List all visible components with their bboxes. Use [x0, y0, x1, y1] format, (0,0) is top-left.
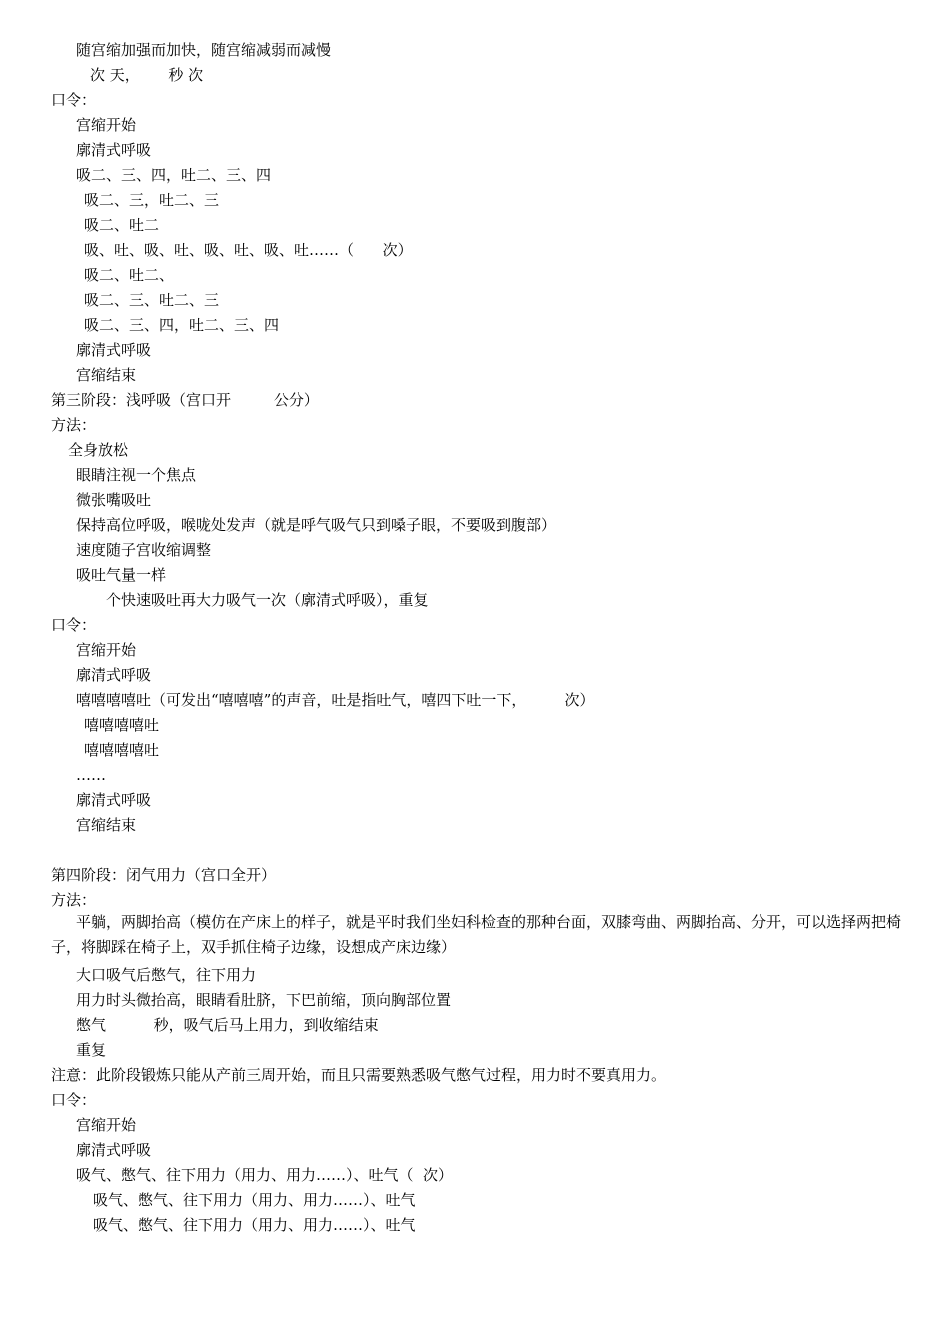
text-line: 吸二、吐二、 [84, 266, 175, 284]
section-heading: 第四阶段：闭气用力（宫口全开） [51, 866, 277, 884]
section-heading: 第三阶段：浅呼吸（宫口开 公分） [51, 391, 319, 409]
text-line: 廓清式呼吸 [76, 341, 152, 359]
text-line: 吸二、三，吐二、三 [84, 191, 220, 209]
text-line: 用力时头微抬高，眼睛看肚脐，下巴前缩，顶向胸部位置 [76, 991, 452, 1009]
text-line: 全身放松 [68, 441, 129, 459]
method-heading: 方法： [51, 416, 97, 434]
text-line: 吸气、憋气、往下用力（用力、用力……）、吐气 [93, 1191, 416, 1209]
text-line: 宫缩开始 [76, 1116, 137, 1134]
text-line: 廓清式呼吸 [76, 141, 152, 159]
command-heading: 口令： [51, 1091, 97, 1109]
command-heading: 口令： [51, 616, 97, 634]
text-line: 保持高位呼吸，喉咙处发声（就是呼气吸气只到嗓子眼，不要吸到腹部） [76, 516, 557, 534]
text-line: 吸二、三、吐二、三 [84, 291, 220, 309]
text-line: 吸气、憋气、往下用力（用力、用力……）、吐气 [93, 1216, 416, 1234]
text-line: 嘻嘻嘻嘻吐 [84, 716, 160, 734]
text-paragraph: 平躺，两脚抬高（模仿在产床上的样子，就是平时我们坐妇科检查的那种台面，双膝弯曲、两脚抬高、分开，可以选择两把椅子，将脚踩在椅子上，双手抓住椅子边缘，设想成产床边缘） [51, 913, 902, 956]
text-line: 吸二、吐二 [84, 216, 160, 234]
note-line: 注意：此阶段锻炼只能从产前三周开始，而且只需要熟悉吸气憋气过程，用力时不要真用力。 [51, 1066, 667, 1084]
command-heading: 口令： [51, 91, 97, 109]
text-line: 次 天， 秒 次 [90, 66, 204, 84]
text-line: 嘻嘻嘻嘻吐（可发出“嘻嘻嘻”的声音，吐是指吐气，嘻四下吐一下， 次） [76, 691, 595, 709]
text-line: 宫缩结束 [76, 816, 137, 834]
text-line: 廓清式呼吸 [76, 666, 152, 684]
text-line: 廓清式呼吸 [76, 791, 152, 809]
text-line: 吸二、三、四，吐二、三、四 [76, 166, 272, 184]
text-line: 吸二、三、四，吐二、三、四 [84, 316, 280, 334]
text-line: 个快速吸吐再大力吸气一次（廓清式呼吸），重复 [106, 591, 429, 609]
text-line: 宫缩结束 [76, 366, 137, 384]
text-line: 大口吸气后憋气，往下用力 [76, 966, 257, 984]
method-heading: 方法： [51, 891, 97, 909]
text-line: 憋气 秒，吸气后马上用力，到收缩结束 [76, 1016, 379, 1034]
text-line: 重复 [76, 1041, 107, 1059]
text-line: 宫缩开始 [76, 641, 137, 659]
text-line: 随宫缩加强而加快，随宫缩减弱而减慢 [76, 41, 332, 59]
text-line: 眼睛注视一个焦点 [76, 466, 197, 484]
text-line: 嘻嘻嘻嘻吐 [84, 741, 160, 759]
text-line: 吸吐气量一样 [76, 566, 167, 584]
text-line: 速度随子宫收缩调整 [76, 541, 212, 559]
text-line: 微张嘴吸吐 [76, 491, 152, 509]
text-line: 吸气、憋气、往下用力（用力、用力……）、吐气（ 次） [76, 1166, 454, 1184]
text-line: 廓清式呼吸 [76, 1141, 152, 1159]
text-line: …… [76, 766, 106, 784]
text-line: 宫缩开始 [76, 116, 137, 134]
text-line: 吸、吐、吸、吐、吸、吐、吸、吐……（ 次） [84, 241, 413, 259]
